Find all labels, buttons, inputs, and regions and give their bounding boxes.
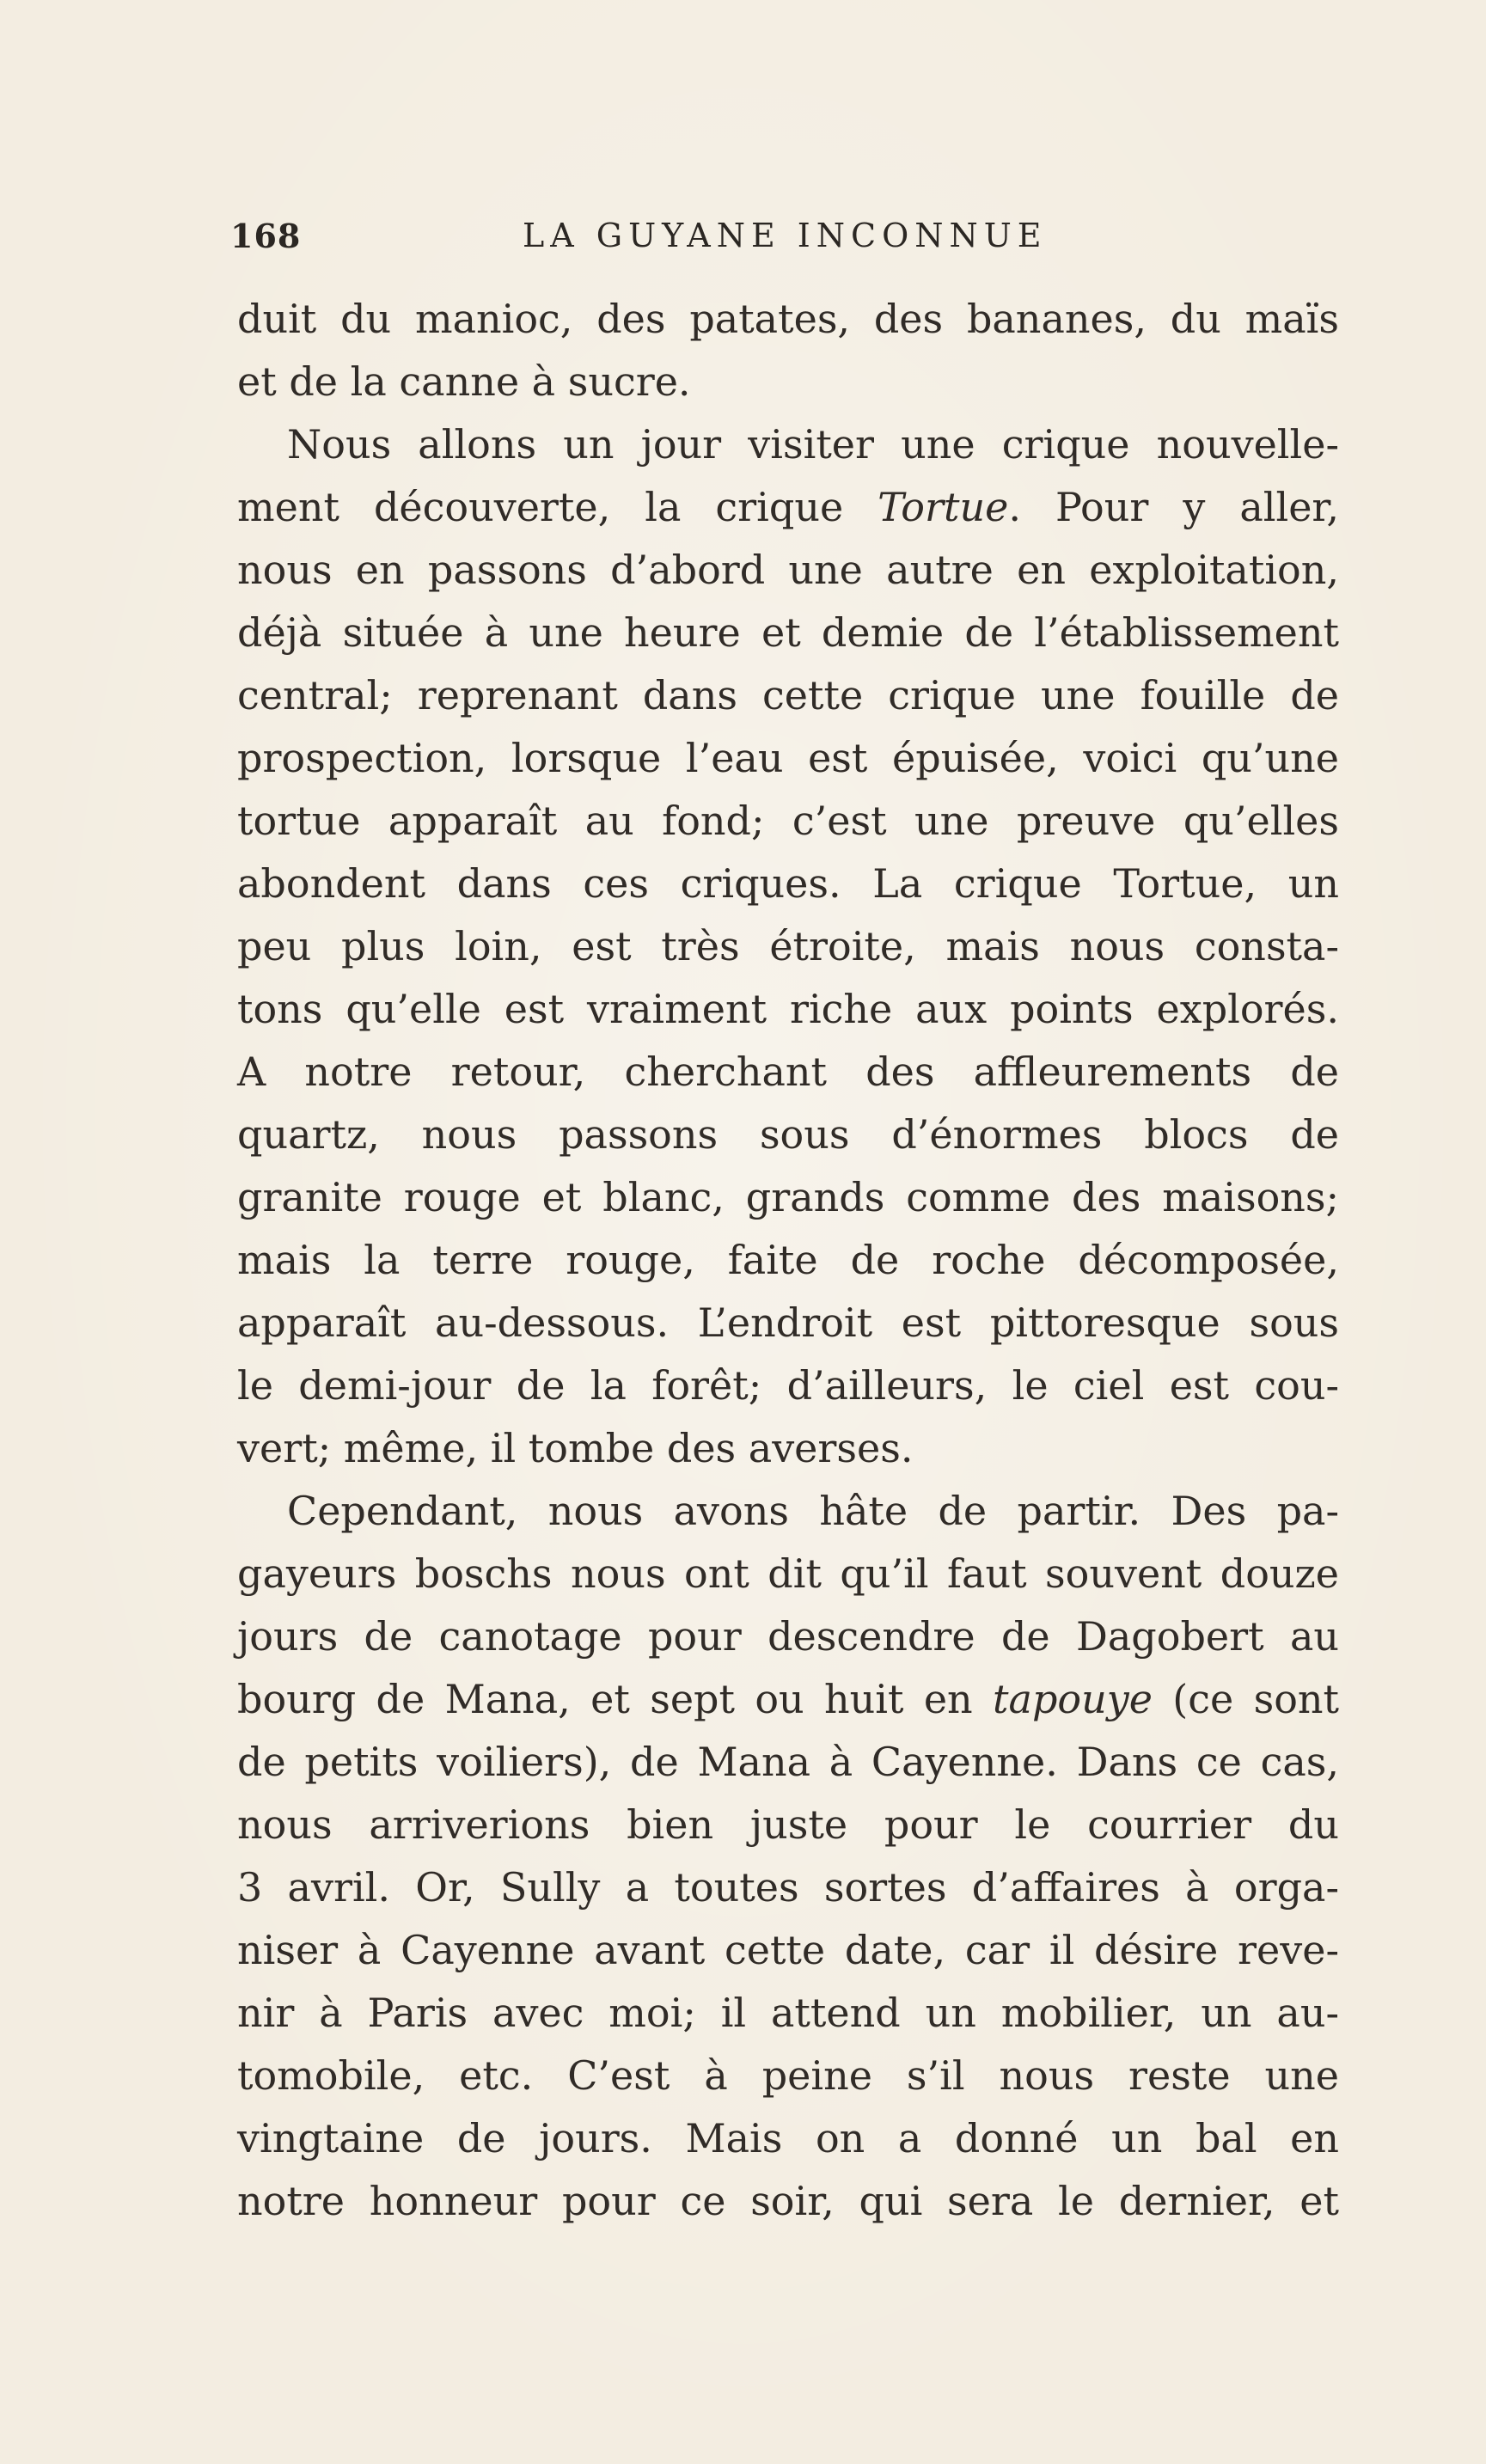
text-line: Cependant, nous avons hâte de partir. Des pa- [287,1488,1339,1534]
text-line: bourg de Mana, et sept ou huit en tapouye (ce sont [237,1676,1340,1722]
text-line: jours de canotage pour descendre de Dagobert au [237,1613,1339,1660]
text-line: prospection, lorsque l’eau est épuisée, voici qu’une [237,735,1339,781]
text-line: ment découverte, la crique Tortue. Pour y aller, [237,484,1339,530]
text-line: le demi-jour de la forêt; d’ailleurs, le ciel est cou- [237,1362,1339,1409]
page-number: 168 [230,217,302,255]
text-line: vingtaine de jours. Mais on a donné un bal en [237,2115,1339,2161]
running-title: LA GUYANE INCONNUE [523,217,1048,254]
text-line: tortue apparaît au fond; c’est une preuve qu’elles [237,798,1339,844]
page-header [230,217,1342,272]
text-line: déjà située à une heure et demie de l’établissement [237,609,1339,656]
text-line: 3 avril. Or, Sully a toutes sortes d’affaires à orga- [237,1864,1339,1911]
text-line: peu plus loin, est très étroite, mais nous consta- [237,923,1339,969]
italic-word: Tortue [878,484,1009,530]
text-line: nous arriverions bien juste pour le courrier du [237,1801,1339,1848]
italic-word: tapouye [993,1676,1153,1722]
text-line: nous en passons d’abord une autre en exploitation, [237,547,1339,593]
text-line: vert; même, il tombe des averses. [237,1425,914,1471]
text-line: nir à Paris avec moi; il attend un mobilier, un au- [237,1990,1339,2036]
text-line: mais la terre rouge, faite de roche décomposée, [237,1237,1339,1283]
text-line: duit du manioc, des patates, des bananes, du maïs [237,296,1339,342]
text-line: A notre retour, cherchant des affleurements de [237,1049,1339,1095]
text-line: Nous allons un jour visiter une crique nouvelle- [287,421,1339,468]
text-line: quartz, nous passons sous d’énormes blocs de [237,1111,1339,1158]
text-line: tons qu’elle est vraiment riche aux points explorés. [237,986,1339,1032]
text-line: niser à Cayenne avant cette date, car il désire reve- [237,1927,1339,1973]
text-line: gayeurs boschs nous ont dit qu’il faut souvent douze [237,1550,1339,1597]
text-line: granite rouge et blanc, grands comme des maisons; [237,1174,1339,1220]
text-line: tomobile, etc. C’est à peine s’il nous reste une [237,2052,1339,2099]
text-line: et de la canne à sucre. [237,358,691,405]
text-line: central; reprenant dans cette crique une fouille de [237,672,1339,718]
text-line: apparaît au-dessous. L’endroit est pittoresque sous [237,1299,1339,1346]
body-text [237,288,1339,2233]
text-line: notre honneur pour ce soir, qui sera le dernier, et [237,2178,1339,2224]
text-line: de petits voiliers), de Mana à Cayenne. Dans ce cas, [237,1739,1339,1785]
text-line: abondent dans ces criques. La crique Tortue, un [237,860,1339,907]
